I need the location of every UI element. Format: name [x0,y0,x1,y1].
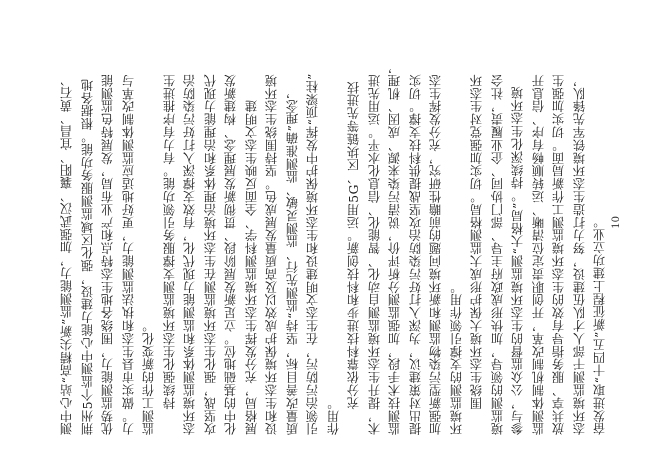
text-line: 提出对策建议，为深入打好污染防治攻坚战提供科技支撑。切实 [408,73,423,435]
text-line: 展格局，充分发挥生态环境监测科学、全面反映生态文明建 [244,99,259,435]
text-line: 监测体制机制改革，开创职责定位清晰、运转顺畅有序、信息开 [531,73,546,435]
text-line: 测中心站“高精尖新”监测能力，加强武汉、襄阳、宜昌、黄石、 [60,72,74,435]
text-line: 境监测的领导，加快形成政府主导、部门协同、企业履责，社会 [490,73,505,435]
text-line: 态环境监测体系和监测能力现代化，有效支撑深入打好污染防治 [183,73,197,435]
text-line: 荆州5个监测中心能力建设，强化区域监测服务功能。根据各地 [80,78,95,435]
text-line: 放共享、服务指导有效的生态环境监测工作新局面。切实加强生 [552,73,566,435]
text-line: 作用。 [326,396,341,435]
text-line: 围绕生态环境大保护形成大监测格局。切实加强党对生态环 [470,73,484,435]
text-line: 优势监测能力，围绕各地生态特点和产业布局，发展特色监测能 [101,73,115,435]
text-line: 监测工作的新变化。 [142,318,156,435]
text-line: 态环境监测干部人才队伍建设，努力打造生态环境铁军先锋队， [572,73,587,435]
text-line: 奋发进取“十四五”新征程上建功立业。 [593,214,607,435]
text-line: 加强新型污染物监测和新环境问题的前瞻性研究，充分发挥生态 [429,73,443,435]
text-line: 充分依靠科技进步和科技创新。运用5G、区块链等先进技 [347,80,361,435]
text-line: 质量改善目标，坚持“监测先行、监测灵敏、监测准确”理念， [285,85,300,435]
text-line: 化中的基础地位。立足新发展阶段、贯彻新发展理念、构建新发 [224,73,238,435]
page-number: 10 [611,216,622,229]
text-line: 持续强化生态环境监测支撑服务引领功能。有力有序推进生 [162,73,177,435]
text-line: 术，提升生态环境监测自动化、智能化、信息化水平。运用先进 [367,73,382,435]
text-line: 参与，公众监督的生态环境监测“大格局”。持续深化生态环境 [511,85,525,435]
text-line: 力。做实市县生态和执法监测能力，更好地适应监测体制改革与 [121,73,136,435]
text-line: 设和生态环境保护成效以及高质量发展成色。坚持围绕生态环境 [265,73,279,435]
text-line: 环境监测的支撑引领作用。 [449,280,464,435]
text-line: 监测技术手段，加强监测分析评价，说清污染来源、成因、机理， [388,60,402,435]
text-line: 攻坚战，强化生态环境监测在生态环境治理体系和治理能力现代 [203,73,218,435]
text-line: 引领治污防污，在生态文明建设和生态环境保护中发挥“顶梁柱” [306,72,320,435]
